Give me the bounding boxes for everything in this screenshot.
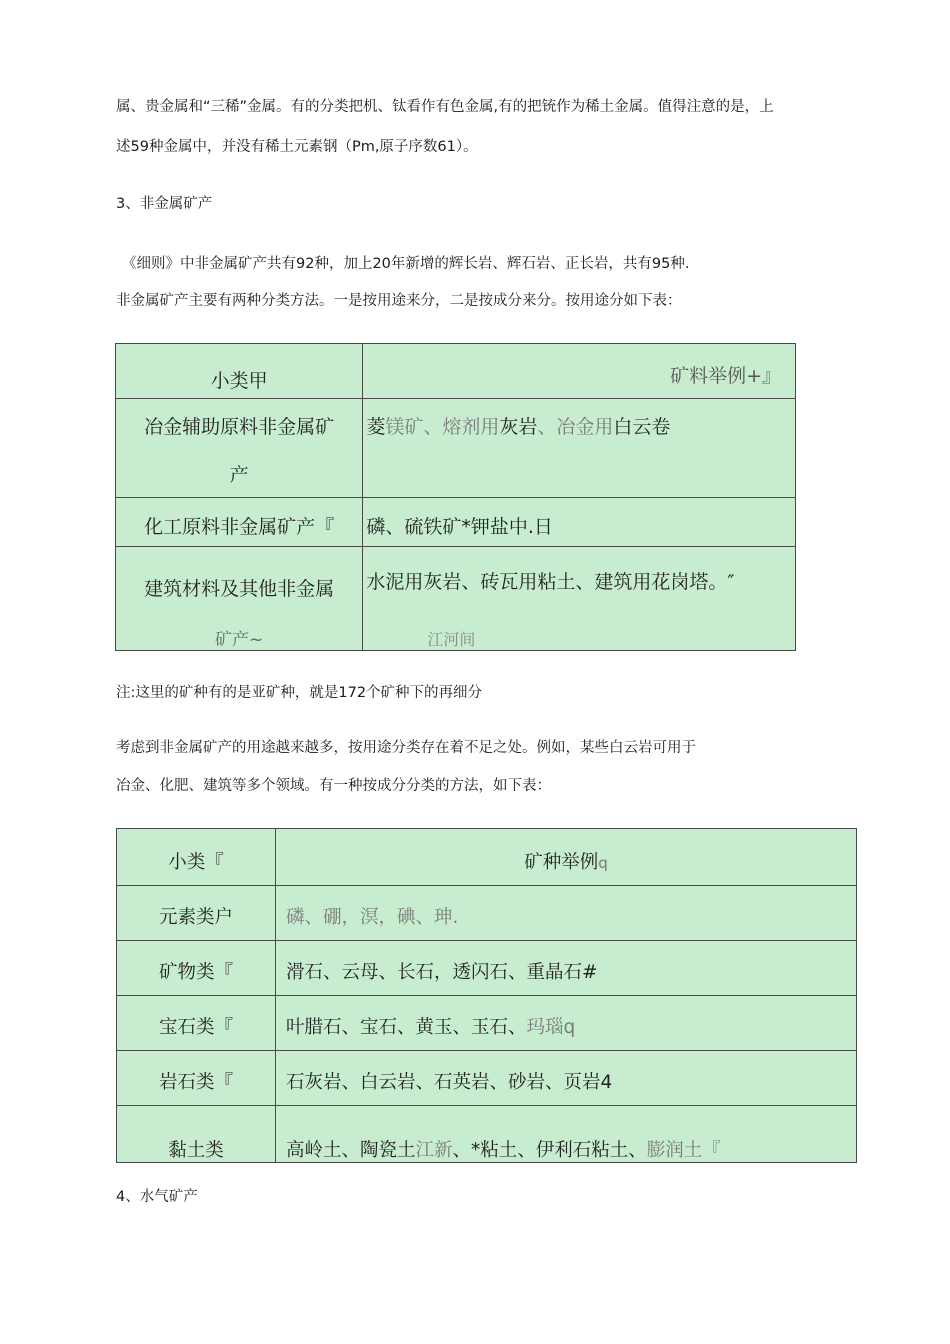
table2-row5-col1: 黏土类 [117, 1106, 276, 1163]
table1-note: 注:这里的矿种有的是亚矿种，就是172个矿种下的再细分 [116, 685, 483, 701]
table1-row1-col2 [363, 399, 796, 498]
table2-header-col2-main: 矿种举例 [524, 852, 599, 873]
paragraph-1-line-1: 属、贵金属和“三稀”金属。有的分类把机、钛看作有色金属,有的把铳作为稀土金属。值得注意的是，上 [116, 99, 774, 115]
paragraph-2-line-1: 《细则》中非金属矿产共有92种，加上20年新增的辉长岩、辉石岩、正长岩，共有95种. [122, 256, 690, 272]
table2-row2-col2 [276, 941, 857, 996]
table1-header-col2: 矿料举例+』 [363, 344, 796, 399]
paragraph-3-line-1: 考虑到非金属矿产的用途越来越多，按用途分类存在着不足之处。例如，某些白云岩可用于 [116, 740, 696, 756]
paragraph-3-line-2: 冶金、化肥、建筑等多个领域。有一种按成分分类的方法，如下表： [116, 778, 551, 794]
paragraph-2-line-2: 非金属矿产主要有两种分类方法。一是按用途来分，二是按成分来分。按用途分如下表： [116, 293, 682, 309]
table1-row1-col2-segment: 菱 [366, 416, 386, 438]
table2-header-col1: 小类『 [117, 829, 276, 886]
table2-row4-col2 [276, 1051, 857, 1106]
table1-row3-col1: 建筑材料及其他非金属 矿产~ [116, 547, 363, 651]
table-row [117, 886, 857, 941]
table2-row2-col1: 矿物类『 [117, 941, 276, 996]
table2-row5-col2 [276, 1106, 857, 1163]
table2-row5-col2-segment: 江新 [415, 1140, 453, 1161]
table-row [117, 1051, 857, 1106]
table2-header-col2 [276, 829, 857, 886]
table1-row1-col2-segment: 、冶金用 [537, 416, 614, 438]
table2-header-col2-tail: q [598, 854, 608, 872]
table-row [117, 1106, 857, 1163]
table-row [116, 547, 796, 651]
table2-row1-col2-segment: 磷、硼，溟，碘、珅. [286, 907, 459, 928]
table2-header-row [117, 829, 857, 886]
table2-row3-col2-segment: 叶腊石、宝石、黄玉、玉石、 [286, 1017, 527, 1038]
table1-row1-col1: 冶金辅助原料非金属矿 产 [116, 399, 363, 498]
table-row [116, 498, 796, 547]
table2-row4-col1: 岩石类『 [117, 1051, 276, 1106]
table-row [117, 996, 857, 1051]
table2-row5-col2-segment: 膨润土『 [646, 1140, 721, 1161]
table1-row2-col2: 磷、硫铁矿*钾盐中.日 [363, 498, 796, 547]
table1-header-col1: 小类甲 [116, 344, 363, 399]
section-heading-4: 4、水气矿产 [116, 1189, 198, 1205]
table2-row3-col1: 宝石类『 [117, 996, 276, 1051]
section-heading-3: 3、非金属矿产 [116, 196, 213, 212]
paragraph-1-line-2: 述59种金属中，并没有稀土元素钢（Pm,原子序数61）。 [116, 139, 478, 155]
table-by-composition [116, 828, 857, 1163]
table1-row1-col2-segment: 白云卷 [613, 416, 671, 438]
table2-row5-col2-segment: 、*粘土、伊利石粘土、 [452, 1140, 647, 1161]
table-by-use [115, 343, 796, 651]
table-row [117, 941, 857, 996]
table2-row3-col2 [276, 996, 857, 1051]
table-row [116, 399, 796, 498]
table1-row1-col2-segment: 镁矿、熔剂用 [385, 416, 500, 438]
table2-row2-col2-segment: 滑石、云母、长石，透闪石、重晶石# [286, 962, 598, 983]
table2-row1-col2 [276, 886, 857, 941]
table2-row4-col2-segment: 石灰岩、白云岩、石英岩、砂岩、页岩4 [286, 1072, 613, 1093]
table1-row3-col2: 水泥用灰岩、砖瓦用粘土、建筑用花岗塔。″ 江河间 [363, 547, 796, 651]
table2-row1-col1: 元素类户 [117, 886, 276, 941]
table1-header-row [116, 344, 796, 399]
table2-row5-col2-segment: 高岭土、陶瓷土 [286, 1140, 416, 1161]
table1-row2-col1: 化工原料非金属矿产『 [116, 498, 363, 547]
table1-row1-col2-segment: 灰岩 [499, 416, 538, 438]
table2-row3-col2-segment: 玛瑙q [526, 1017, 576, 1038]
